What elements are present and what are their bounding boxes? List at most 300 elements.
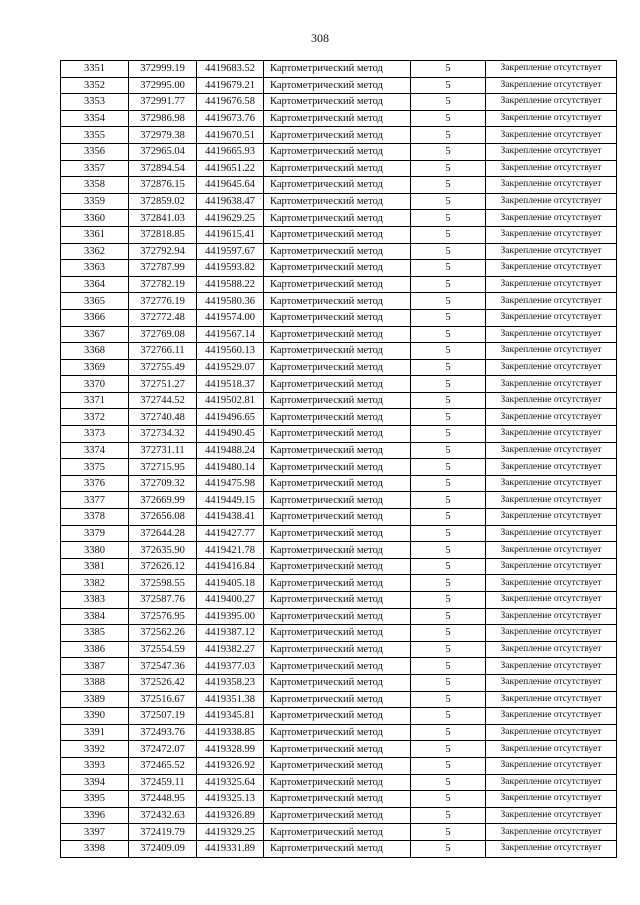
x-coordinate-cell: 372409.09 (129, 840, 197, 857)
fixation-cell: Закрепление отсутствует (486, 774, 617, 791)
x-coordinate-cell: 372787.99 (129, 260, 197, 277)
accuracy-cell: 5 (411, 625, 486, 642)
method-cell: Картометрический метод (264, 592, 411, 609)
y-coordinate-cell: 4419331.89 (197, 840, 264, 857)
x-coordinate-cell: 372448.95 (129, 791, 197, 808)
accuracy-cell: 5 (411, 343, 486, 360)
fixation-cell: Закрепление отсутствует (486, 110, 617, 127)
y-coordinate-cell: 4419665.93 (197, 143, 264, 160)
point-number-cell: 3359 (61, 193, 129, 210)
fixation-cell: Закрепление отсутствует (486, 641, 617, 658)
accuracy-cell: 5 (411, 376, 486, 393)
point-number-cell: 3368 (61, 343, 129, 360)
x-coordinate-cell: 372772.48 (129, 309, 197, 326)
point-number-cell: 3367 (61, 326, 129, 343)
y-coordinate-cell: 4419645.64 (197, 177, 264, 194)
method-cell: Картометрический метод (264, 807, 411, 824)
fixation-cell: Закрепление отсутствует (486, 376, 617, 393)
y-coordinate-cell: 4419377.03 (197, 658, 264, 675)
x-coordinate-cell: 372755.49 (129, 359, 197, 376)
accuracy-cell: 5 (411, 708, 486, 725)
method-cell: Картометрический метод (264, 376, 411, 393)
accuracy-cell: 5 (411, 442, 486, 459)
point-number-cell: 3364 (61, 276, 129, 293)
x-coordinate-cell: 372656.08 (129, 509, 197, 526)
accuracy-cell: 5 (411, 509, 486, 526)
x-coordinate-cell: 372547.36 (129, 658, 197, 675)
x-coordinate-cell: 372598.55 (129, 575, 197, 592)
accuracy-cell: 5 (411, 525, 486, 542)
y-coordinate-cell: 4419475.98 (197, 475, 264, 492)
x-coordinate-cell: 372576.95 (129, 608, 197, 625)
table-row (61, 475, 617, 492)
x-coordinate-cell: 372465.52 (129, 757, 197, 774)
fixation-cell: Закрепление отсутствует (486, 741, 617, 758)
table-row (61, 177, 617, 194)
x-coordinate-cell: 372818.85 (129, 226, 197, 243)
fixation-cell: Закрепление отсутствует (486, 260, 617, 277)
method-cell: Картометрический метод (264, 276, 411, 293)
point-number-cell: 3391 (61, 724, 129, 741)
fixation-cell: Закрепление отсутствует (486, 226, 617, 243)
x-coordinate-cell: 372507.19 (129, 708, 197, 725)
fixation-cell: Закрепление отсутствует (486, 94, 617, 111)
table-row (61, 210, 617, 227)
method-cell: Картометрический метод (264, 558, 411, 575)
x-coordinate-cell: 372792.94 (129, 243, 197, 260)
fixation-cell: Закрепление отсутствует (486, 293, 617, 310)
fixation-cell: Закрепление отсутствует (486, 442, 617, 459)
y-coordinate-cell: 4419416.84 (197, 558, 264, 575)
point-number-cell: 3392 (61, 741, 129, 758)
method-cell: Картометрический метод (264, 94, 411, 111)
fixation-cell: Закрепление отсутствует (486, 160, 617, 177)
y-coordinate-cell: 4419400.27 (197, 592, 264, 609)
coordinates-table (60, 60, 617, 858)
table-row (61, 226, 617, 243)
point-number-cell: 3373 (61, 426, 129, 443)
fixation-cell: Закрепление отсутствует (486, 61, 617, 78)
x-coordinate-cell: 372782.19 (129, 276, 197, 293)
fixation-cell: Закрепление отсутствует (486, 791, 617, 808)
point-number-cell: 3378 (61, 509, 129, 526)
point-number-cell: 3375 (61, 459, 129, 476)
y-coordinate-cell: 4419679.21 (197, 77, 264, 94)
fixation-cell: Закрепление отсутствует (486, 824, 617, 841)
x-coordinate-cell: 372991.77 (129, 94, 197, 111)
point-number-cell: 3366 (61, 309, 129, 326)
accuracy-cell: 5 (411, 575, 486, 592)
table-row (61, 343, 617, 360)
method-cell: Картометрический метод (264, 757, 411, 774)
method-cell: Картометрический метод (264, 824, 411, 841)
table-row (61, 608, 617, 625)
fixation-cell: Закрепление отсутствует (486, 326, 617, 343)
fixation-cell: Закрепление отсутствует (486, 525, 617, 542)
fixation-cell: Закрепление отсутствует (486, 840, 617, 857)
y-coordinate-cell: 4419326.92 (197, 757, 264, 774)
x-coordinate-cell: 372769.08 (129, 326, 197, 343)
method-cell: Картометрический метод (264, 293, 411, 310)
x-coordinate-cell: 372472.07 (129, 741, 197, 758)
point-number-cell: 3353 (61, 94, 129, 111)
point-number-cell: 3365 (61, 293, 129, 310)
accuracy-cell: 5 (411, 409, 486, 426)
method-cell: Картометрический метод (264, 492, 411, 509)
table-row (61, 276, 617, 293)
fixation-cell: Закрепление отсутствует (486, 276, 617, 293)
x-coordinate-cell: 372626.12 (129, 558, 197, 575)
table-row (61, 592, 617, 609)
method-cell: Картометрический метод (264, 426, 411, 443)
x-coordinate-cell: 372841.03 (129, 210, 197, 227)
x-coordinate-cell: 372776.19 (129, 293, 197, 310)
table-row (61, 392, 617, 409)
accuracy-cell: 5 (411, 359, 486, 376)
method-cell: Картометрический метод (264, 359, 411, 376)
fixation-cell: Закрепление отсутствует (486, 542, 617, 559)
point-number-cell: 3354 (61, 110, 129, 127)
point-number-cell: 3389 (61, 691, 129, 708)
method-cell: Картометрический метод (264, 674, 411, 691)
table-row (61, 625, 617, 642)
y-coordinate-cell: 4419338.85 (197, 724, 264, 741)
fixation-cell: Закрепление отсутствует (486, 143, 617, 160)
table-row (61, 442, 617, 459)
accuracy-cell: 5 (411, 309, 486, 326)
method-cell: Картометрический метод (264, 409, 411, 426)
y-coordinate-cell: 4419358.23 (197, 674, 264, 691)
y-coordinate-cell: 4419395.00 (197, 608, 264, 625)
fixation-cell: Закрепление отсутствует (486, 309, 617, 326)
method-cell: Картометрический метод (264, 442, 411, 459)
table-row (61, 94, 617, 111)
accuracy-cell: 5 (411, 110, 486, 127)
coordinates-table-body (61, 61, 617, 858)
y-coordinate-cell: 4419325.13 (197, 791, 264, 808)
table-row (61, 791, 617, 808)
fixation-cell: Закрепление отсутствует (486, 210, 617, 227)
point-number-cell: 3363 (61, 260, 129, 277)
x-coordinate-cell: 372562.26 (129, 625, 197, 642)
x-coordinate-cell: 372419.79 (129, 824, 197, 841)
accuracy-cell: 5 (411, 226, 486, 243)
table-row (61, 774, 617, 791)
accuracy-cell: 5 (411, 276, 486, 293)
method-cell: Картометрический метод (264, 193, 411, 210)
accuracy-cell: 5 (411, 475, 486, 492)
x-coordinate-cell: 372587.76 (129, 592, 197, 609)
table-row (61, 542, 617, 559)
x-coordinate-cell: 372986.98 (129, 110, 197, 127)
x-coordinate-cell: 372734.32 (129, 426, 197, 443)
table-row (61, 409, 617, 426)
x-coordinate-cell: 372635.90 (129, 542, 197, 559)
method-cell: Картометрический метод (264, 774, 411, 791)
y-coordinate-cell: 4419638.47 (197, 193, 264, 210)
table-row (61, 160, 617, 177)
y-coordinate-cell: 4419580.36 (197, 293, 264, 310)
accuracy-cell: 5 (411, 293, 486, 310)
x-coordinate-cell: 372876.15 (129, 177, 197, 194)
accuracy-cell: 5 (411, 840, 486, 857)
table-row (61, 376, 617, 393)
accuracy-cell: 5 (411, 426, 486, 443)
point-number-cell: 3360 (61, 210, 129, 227)
table-row (61, 658, 617, 675)
y-coordinate-cell: 4419629.25 (197, 210, 264, 227)
table-row (61, 326, 617, 343)
x-coordinate-cell: 372995.00 (129, 77, 197, 94)
table-row (61, 525, 617, 542)
fixation-cell: Закрепление отсутствует (486, 625, 617, 642)
table-row (61, 691, 617, 708)
y-coordinate-cell: 4419593.82 (197, 260, 264, 277)
fixation-cell: Закрепление отсутствует (486, 492, 617, 509)
y-coordinate-cell: 4419421.78 (197, 542, 264, 559)
y-coordinate-cell: 4419567.14 (197, 326, 264, 343)
fixation-cell: Закрепление отсутствует (486, 674, 617, 691)
point-number-cell: 3376 (61, 475, 129, 492)
y-coordinate-cell: 4419427.77 (197, 525, 264, 542)
accuracy-cell: 5 (411, 492, 486, 509)
point-number-cell: 3352 (61, 77, 129, 94)
y-coordinate-cell: 4419325.64 (197, 774, 264, 791)
point-number-cell: 3396 (61, 807, 129, 824)
fixation-cell: Закрепление отсутствует (486, 807, 617, 824)
table-row (61, 61, 617, 78)
table-row (61, 757, 617, 774)
x-coordinate-cell: 372493.76 (129, 724, 197, 741)
x-coordinate-cell: 372459.11 (129, 774, 197, 791)
y-coordinate-cell: 4419615.41 (197, 226, 264, 243)
method-cell: Картометрический метод (264, 509, 411, 526)
fixation-cell: Закрепление отсутствует (486, 475, 617, 492)
y-coordinate-cell: 4419488.24 (197, 442, 264, 459)
method-cell: Картометрический метод (264, 691, 411, 708)
point-number-cell: 3374 (61, 442, 129, 459)
x-coordinate-cell: 372516.67 (129, 691, 197, 708)
accuracy-cell: 5 (411, 459, 486, 476)
method-cell: Картометрический метод (264, 658, 411, 675)
table-row (61, 110, 617, 127)
method-cell: Картометрический метод (264, 459, 411, 476)
method-cell: Картометрический метод (264, 110, 411, 127)
x-coordinate-cell: 372715.95 (129, 459, 197, 476)
table-row (61, 724, 617, 741)
fixation-cell: Закрепление отсутствует (486, 592, 617, 609)
y-coordinate-cell: 4419480.14 (197, 459, 264, 476)
method-cell: Картометрический метод (264, 608, 411, 625)
table-row (61, 260, 617, 277)
accuracy-cell: 5 (411, 326, 486, 343)
y-coordinate-cell: 4419670.51 (197, 127, 264, 144)
x-coordinate-cell: 372669.99 (129, 492, 197, 509)
fixation-cell: Закрепление отсутствует (486, 426, 617, 443)
fixation-cell: Закрепление отсутствует (486, 724, 617, 741)
table-row (61, 492, 617, 509)
fixation-cell: Закрепление отсутствует (486, 77, 617, 94)
fixation-cell: Закрепление отсутствует (486, 409, 617, 426)
fixation-cell: Закрепление отсутствует (486, 708, 617, 725)
accuracy-cell: 5 (411, 210, 486, 227)
point-number-cell: 3388 (61, 674, 129, 691)
x-coordinate-cell: 372999.19 (129, 61, 197, 78)
fixation-cell: Закрепление отсутствует (486, 509, 617, 526)
point-number-cell: 3361 (61, 226, 129, 243)
fixation-cell: Закрепление отсутствует (486, 459, 617, 476)
table-row (61, 127, 617, 144)
method-cell: Картометрический метод (264, 741, 411, 758)
fixation-cell: Закрепление отсутствует (486, 608, 617, 625)
point-number-cell: 3383 (61, 592, 129, 609)
accuracy-cell: 5 (411, 558, 486, 575)
table-row (61, 674, 617, 691)
x-coordinate-cell: 372432.63 (129, 807, 197, 824)
y-coordinate-cell: 4419673.76 (197, 110, 264, 127)
point-number-cell: 3357 (61, 160, 129, 177)
fixation-cell: Закрепление отсутствует (486, 177, 617, 194)
fixation-cell: Закрепление отсутствует (486, 558, 617, 575)
table-row (61, 824, 617, 841)
point-number-cell: 3397 (61, 824, 129, 841)
fixation-cell: Закрепление отсутствует (486, 392, 617, 409)
method-cell: Картометрический метод (264, 625, 411, 642)
table-row (61, 558, 617, 575)
table-row (61, 193, 617, 210)
accuracy-cell: 5 (411, 824, 486, 841)
y-coordinate-cell: 4419676.58 (197, 94, 264, 111)
method-cell: Картометрический метод (264, 542, 411, 559)
point-number-cell: 3372 (61, 409, 129, 426)
y-coordinate-cell: 4419405.18 (197, 575, 264, 592)
point-number-cell: 3355 (61, 127, 129, 144)
table-row (61, 243, 617, 260)
table-row (61, 575, 617, 592)
accuracy-cell: 5 (411, 757, 486, 774)
accuracy-cell: 5 (411, 774, 486, 791)
page-number: 308 (311, 31, 329, 45)
fixation-cell: Закрепление отсутствует (486, 243, 617, 260)
x-coordinate-cell: 372644.28 (129, 525, 197, 542)
table-row (61, 293, 617, 310)
point-number-cell: 3370 (61, 376, 129, 393)
method-cell: Картометрический метод (264, 226, 411, 243)
table-row (61, 509, 617, 526)
y-coordinate-cell: 4419518.37 (197, 376, 264, 393)
table-row (61, 641, 617, 658)
y-coordinate-cell: 4419351.38 (197, 691, 264, 708)
x-coordinate-cell: 372979.38 (129, 127, 197, 144)
accuracy-cell: 5 (411, 177, 486, 194)
y-coordinate-cell: 4419597.67 (197, 243, 264, 260)
point-number-cell: 3369 (61, 359, 129, 376)
table-row (61, 426, 617, 443)
point-number-cell: 3398 (61, 840, 129, 857)
accuracy-cell: 5 (411, 193, 486, 210)
accuracy-cell: 5 (411, 592, 486, 609)
table-row (61, 143, 617, 160)
y-coordinate-cell: 4419329.25 (197, 824, 264, 841)
method-cell: Картометрический метод (264, 575, 411, 592)
y-coordinate-cell: 4419382.27 (197, 641, 264, 658)
y-coordinate-cell: 4419560.13 (197, 343, 264, 360)
y-coordinate-cell: 4419574.00 (197, 309, 264, 326)
table-row (61, 708, 617, 725)
point-number-cell: 3377 (61, 492, 129, 509)
point-number-cell: 3371 (61, 392, 129, 409)
x-coordinate-cell: 372965.04 (129, 143, 197, 160)
point-number-cell: 3381 (61, 558, 129, 575)
accuracy-cell: 5 (411, 608, 486, 625)
point-number-cell: 3395 (61, 791, 129, 808)
method-cell: Картометрический метод (264, 343, 411, 360)
accuracy-cell: 5 (411, 260, 486, 277)
method-cell: Картометрический метод (264, 160, 411, 177)
table-row (61, 309, 617, 326)
point-number-cell: 3386 (61, 641, 129, 658)
method-cell: Картометрический метод (264, 708, 411, 725)
accuracy-cell: 5 (411, 542, 486, 559)
point-number-cell: 3379 (61, 525, 129, 542)
accuracy-cell: 5 (411, 392, 486, 409)
accuracy-cell: 5 (411, 741, 486, 758)
fixation-cell: Закрепление отсутствует (486, 757, 617, 774)
method-cell: Картометрический метод (264, 260, 411, 277)
point-number-cell: 3394 (61, 774, 129, 791)
x-coordinate-cell: 372709.32 (129, 475, 197, 492)
table-row (61, 359, 617, 376)
method-cell: Картометрический метод (264, 392, 411, 409)
y-coordinate-cell: 4419345.81 (197, 708, 264, 725)
y-coordinate-cell: 4419496.65 (197, 409, 264, 426)
point-number-cell: 3351 (61, 61, 129, 78)
y-coordinate-cell: 4419502.81 (197, 392, 264, 409)
fixation-cell: Закрепление отсутствует (486, 359, 617, 376)
point-number-cell: 3380 (61, 542, 129, 559)
method-cell: Картометрический метод (264, 475, 411, 492)
x-coordinate-cell: 372894.54 (129, 160, 197, 177)
point-number-cell: 3382 (61, 575, 129, 592)
y-coordinate-cell: 4419651.22 (197, 160, 264, 177)
y-coordinate-cell: 4419683.52 (197, 61, 264, 78)
fixation-cell: Закрепление отсутствует (486, 691, 617, 708)
point-number-cell: 3390 (61, 708, 129, 725)
accuracy-cell: 5 (411, 674, 486, 691)
accuracy-cell: 5 (411, 94, 486, 111)
accuracy-cell: 5 (411, 658, 486, 675)
method-cell: Картометрический метод (264, 309, 411, 326)
fixation-cell: Закрепление отсутствует (486, 193, 617, 210)
method-cell: Картометрический метод (264, 143, 411, 160)
x-coordinate-cell: 372740.48 (129, 409, 197, 426)
x-coordinate-cell: 372751.27 (129, 376, 197, 393)
method-cell: Картометрический метод (264, 791, 411, 808)
fixation-cell: Закрепление отсутствует (486, 343, 617, 360)
table-row (61, 840, 617, 857)
y-coordinate-cell: 4419490.45 (197, 426, 264, 443)
table-row (61, 807, 617, 824)
y-coordinate-cell: 4419328.99 (197, 741, 264, 758)
accuracy-cell: 5 (411, 127, 486, 144)
y-coordinate-cell: 4419438.41 (197, 509, 264, 526)
accuracy-cell: 5 (411, 807, 486, 824)
method-cell: Картометрический метод (264, 177, 411, 194)
y-coordinate-cell: 4419326.89 (197, 807, 264, 824)
point-number-cell: 3384 (61, 608, 129, 625)
x-coordinate-cell: 372526.42 (129, 674, 197, 691)
accuracy-cell: 5 (411, 160, 486, 177)
